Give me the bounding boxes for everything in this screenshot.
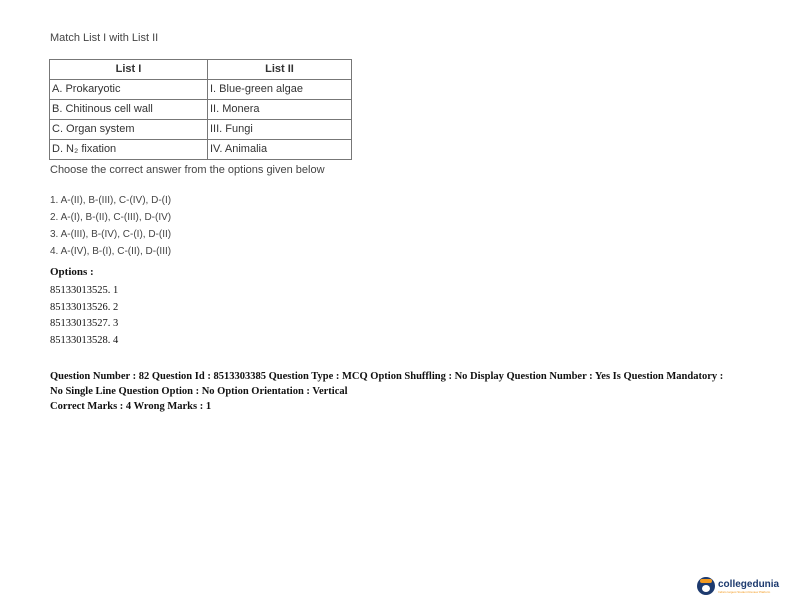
instruction-text: Choose the correct answer from the options given below xyxy=(50,164,325,176)
question-prompt: Match List I with List II xyxy=(50,32,159,44)
logo-name: collegedunia xyxy=(718,578,780,590)
list-two-item: III. Fungi xyxy=(208,120,352,140)
options-heading: Options : xyxy=(50,266,94,278)
answer-choice: 1. A-(II), B-(III), C-(IV), D-(I) xyxy=(50,195,172,206)
logo-tagline: India's largest Student Review Platform xyxy=(718,589,771,594)
list-two-item: IV. Animalia xyxy=(208,140,352,160)
logo-text xyxy=(718,579,779,594)
answer-choice: 4. A-(IV), B-(I), C-(II), D-(III) xyxy=(50,246,172,257)
list-one-item: D. N₂ fixation xyxy=(50,140,208,160)
list-one-item: A. Prokaryotic xyxy=(50,80,208,100)
answer-choice: 2. A-(I), B-(II), C-(III), D-(IV) xyxy=(50,212,172,223)
metadata-line: Question Number : 82 Question Id : 8513303385 Question Type : MCQ Option Shuffling : No Display Question Number : Yes Is Question Mandatory : No Single Line Question Option : No Option Orientation : Vertical xyxy=(50,371,724,397)
marks-line: Correct Marks : 4 Wrong Marks : 1 xyxy=(50,401,212,412)
answer-choice: 3. A-(III), B-(IV), C-(I), D-(II) xyxy=(50,229,172,240)
list-two-item: II. Monera xyxy=(208,100,352,120)
list-two-item: I. Blue-green algae xyxy=(208,80,352,100)
option-id: 85133013526. 2 xyxy=(50,301,119,313)
option-id: 85133013525. 1 xyxy=(50,285,119,296)
list-one-item: B. Chitinous cell wall xyxy=(50,100,208,120)
list-one-header: List I xyxy=(50,60,208,80)
list-two-header: List II xyxy=(208,60,352,80)
table-row xyxy=(50,120,352,140)
table-header-row xyxy=(50,60,352,80)
table-row xyxy=(50,80,352,100)
table-row xyxy=(50,100,352,120)
match-table xyxy=(49,59,352,160)
option-id-list xyxy=(50,283,118,349)
option-id: 85133013528. 4 xyxy=(50,334,119,346)
question-metadata xyxy=(50,369,730,414)
collegedunia-logo xyxy=(697,577,779,595)
list-one-item: C. Organ system xyxy=(50,120,208,140)
answer-choices xyxy=(50,192,171,260)
option-id: 85133013527. 3 xyxy=(50,318,119,329)
table-row xyxy=(50,140,352,160)
graduate-cap-icon xyxy=(697,577,715,595)
